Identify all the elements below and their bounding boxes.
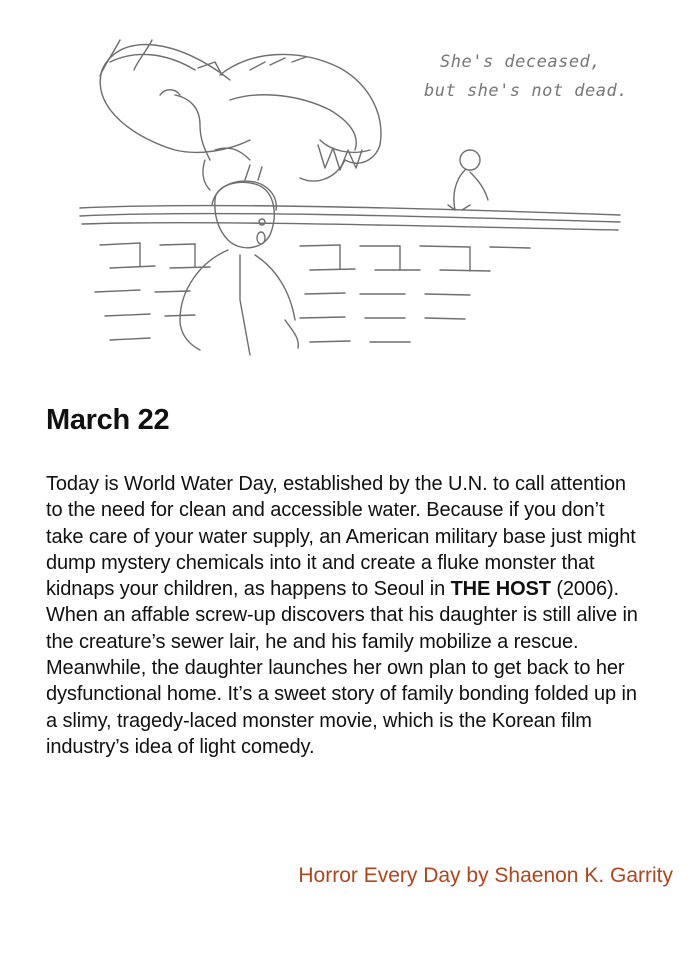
caption-line-1: She's deceased,: [440, 52, 602, 72]
entry-body: [46, 471, 646, 760]
film-title: THE HOST: [450, 578, 551, 601]
entry-paragraph: [46, 471, 646, 760]
sketch-illustration: [0, 0, 700, 370]
entry-text-after-title: (2006). When an affable screw-up discovers that his daughter is still alive in the creature’s sewer lair, he and his family mobilize a rescue. Meanwhile, the daughter launches her own plan to get back to her dysfunctional home. It’s a sweet story of family bonding folded up in a slimy, tragedy-laced monster movie, which is the Korean film industry’s idea of light comedy.: [46, 578, 638, 758]
entry-text-before-title: Today is World Water Day, established by the U.N. to call attention to the need for clean and accessible water. Because if you don’t take care of your water supply, an American military base just might dump mystery chemicals into it and create a fluke monster that kidnaps your children, as happens to Seoul in: [46, 473, 636, 601]
author-credit: Horror Every Day by Shaenon K. Garrity: [298, 864, 673, 887]
entry-date: March 22: [46, 404, 170, 436]
illustration-caption: [424, 48, 644, 106]
caption-line-2: but she's not dead.: [424, 81, 628, 101]
